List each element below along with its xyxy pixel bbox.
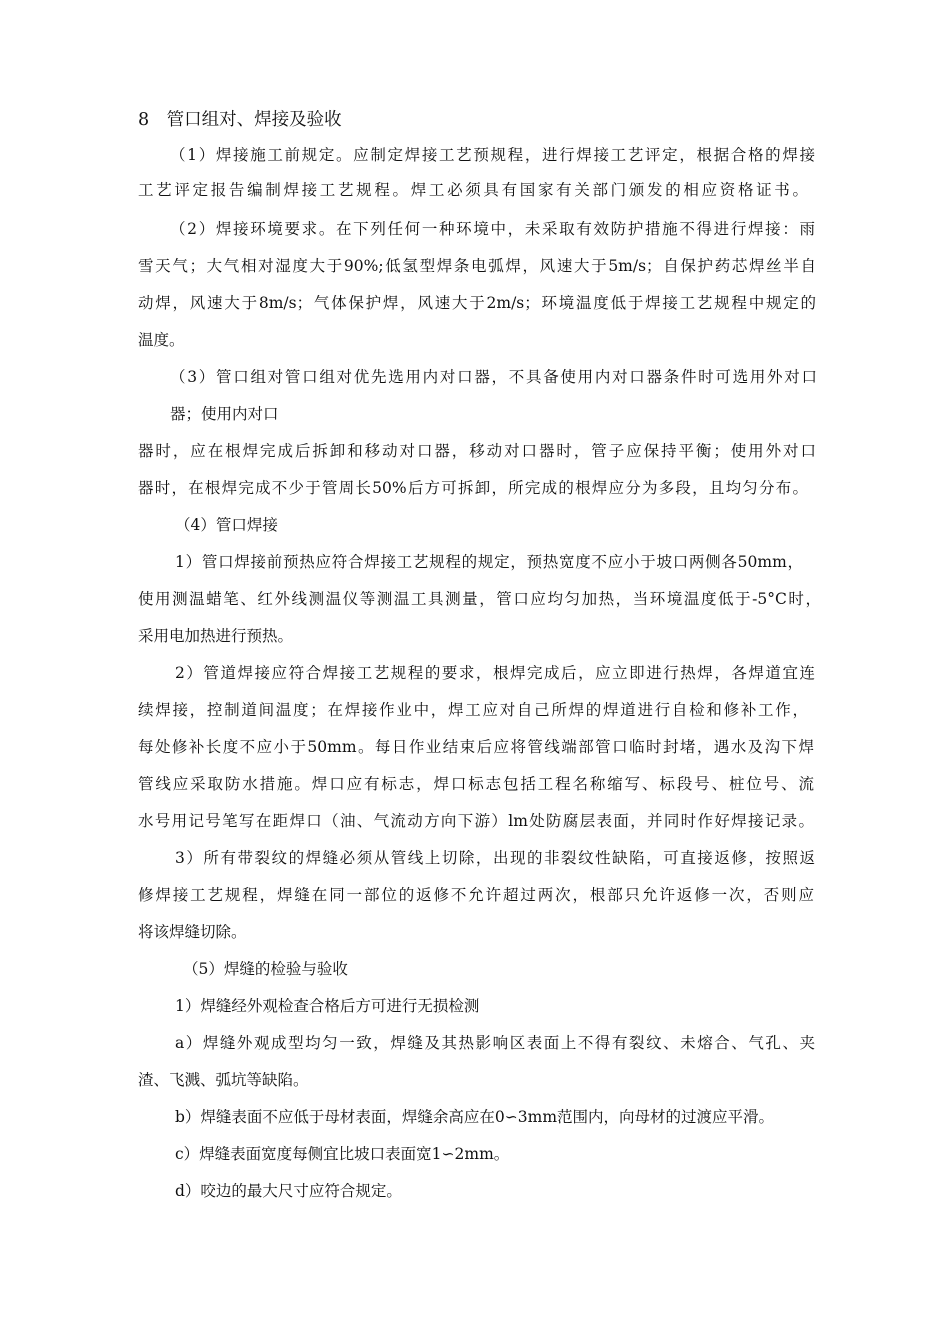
section-heading: 8 管口组对、焊接及验收 bbox=[138, 110, 342, 130]
paragraph-line: 修焊接工艺规程，焊缝在同一部位的返修不允许超过两次，根部只允许返修一次，否则应 bbox=[138, 886, 814, 904]
paragraph-line: （3）管口组对管口组对优先选用内对口器，不具备使用内对口器条件时可选用外对口 bbox=[170, 368, 817, 386]
paragraph-line: 2）管道焊接应符合焊接工艺规程的要求，根焊完成后，应立即进行热焊，各焊道宜连 bbox=[175, 664, 815, 682]
paragraph-line: 器时，应在根焊完成后拆卸和移动对口器，移动对口器时，管子应保持平衡；使用外对口 bbox=[138, 442, 816, 460]
paragraph-line: 水号用记号笔写在距焊口（油、气流动方向下游）lm处防腐层表面，并同时作好焊接记录。 bbox=[138, 812, 814, 830]
paragraph-line: a）焊缝外观成型均匀一致，焊缝及其热影响区表面上不得有裂纹、未熔合、气孔、夹 bbox=[175, 1034, 815, 1052]
subsection-heading: （4）管口焊接 bbox=[175, 516, 278, 534]
paragraph-line: 将该焊缝切除。 bbox=[138, 923, 247, 941]
paragraph-line: 采用电加热进行预热。 bbox=[138, 627, 294, 645]
paragraph-line: 管线应采取防水措施。焊口应有标志，焊口标志包括工程名称缩写、标段号、桩位号、流 bbox=[138, 775, 814, 793]
paragraph-line: 工艺评定报告编制焊接工艺规程。焊工必须具有国家有关部门颁发的相应资格证书。 bbox=[138, 181, 808, 199]
paragraph-line: （1）焊接施工前规定。应制定焊接工艺预规程，进行焊接工艺评定，根据合格的焊接 bbox=[170, 146, 815, 164]
paragraph-line: 1）管口焊接前预热应符合焊接工艺规程的规定，预热宽度不应小于坡口两侧各50mm， bbox=[175, 553, 803, 571]
paragraph-line: 1）焊缝经外观检查合格后方可进行无损检测 bbox=[175, 997, 480, 1015]
paragraph-line: 续焊接，控制道间温度；在焊接作业中，焊工应对自己所焊的焊道进行自检和修补工作， bbox=[138, 701, 808, 719]
subsection-heading: （5）焊缝的检验与验收 bbox=[183, 960, 348, 978]
paragraph-line: c）焊缝表面宽度每侧宜比坡口表面宽1∽2mm。 bbox=[175, 1145, 510, 1163]
paragraph-line: 每处修补长度不应小于50mm。每日作业结束后应将管线端部管口临时封堵，遇水及沟下焊 bbox=[138, 738, 814, 756]
paragraph-line: （2）焊接环境要求。在下列任何一种环境中，未采取有效防护措施不得进行焊接：雨 bbox=[170, 220, 815, 238]
paragraph-line: d）咬边的最大尺寸应符合规定。 bbox=[175, 1182, 402, 1200]
paragraph-line: 使用测温蜡笔、红外线测温仪等测温工具测量，管口应均匀加热，当环境温度低于-5°C时， bbox=[138, 590, 821, 608]
paragraph-line: b）焊缝表面不应低于母材表面，焊缝余高应在0∽3mm范围内，向母材的过渡应平滑。 bbox=[175, 1108, 775, 1126]
paragraph-line: 雪天气；大气相对湿度大于90%;低氢型焊条电弧焊，风速大于5m/s；自保护药芯焊丝半自 bbox=[138, 257, 816, 275]
paragraph-line: 器时，在根焊完成不少于管周长50%后方可拆卸，所完成的根焊应分为多段，且均匀分布。 bbox=[138, 479, 808, 497]
paragraph-line: 温度。 bbox=[138, 331, 185, 349]
paragraph-line: 渣、飞溅、弧坑等缺陷。 bbox=[138, 1071, 309, 1089]
paragraph-line: 3）所有带裂纹的焊缝必须从管线上切除，出现的非裂纹性缺陷，可直接返修，按照返 bbox=[175, 849, 815, 867]
paragraph-line: 器；使用内对口 bbox=[170, 405, 279, 423]
paragraph-line: 动焊，风速大于8m/s；气体保护焊，风速大于2m/s；环境温度低于焊接工艺规程中规定的 bbox=[138, 294, 816, 312]
